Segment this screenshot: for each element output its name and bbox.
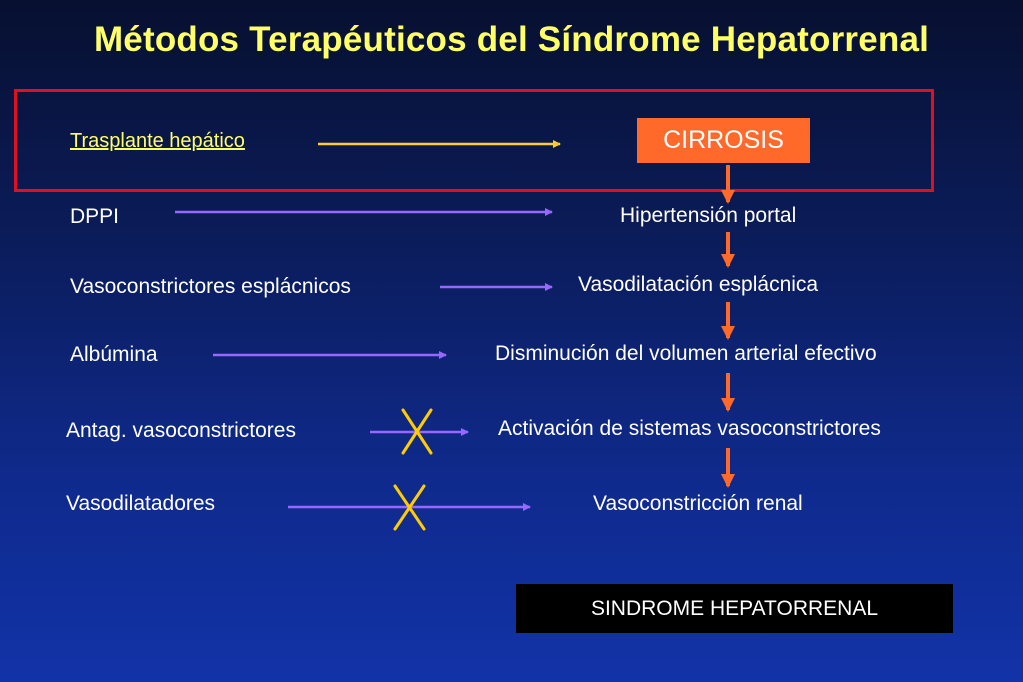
page-title: Métodos Terapéuticos del Síndrome Hepatorrenal: [93, 20, 930, 59]
step-vasodilatacion-esplacnica: Vasodilatación esplácnica: [578, 273, 819, 296]
treatment-vasoconstrictores: Vasoconstrictores esplácnicos: [70, 275, 351, 298]
treatment-antag-vasoconstrictores: Antag. vasoconstrictores: [66, 419, 296, 442]
step-disminucion-volumen: Disminución del volumen arterial efectivo: [495, 342, 877, 365]
cirrosis-box: CIRROSIS: [637, 118, 810, 163]
treatment-vasodilatadores: Vasodilatadores: [66, 492, 216, 515]
treatment-trasplante-link[interactable]: Trasplante hepático: [70, 130, 245, 152]
step-vasoconstriccion-renal: Vasoconstricción renal: [593, 492, 803, 515]
sindrome-hepatorrenal-box: SINDROME HEPATORRENAL: [516, 584, 953, 633]
step-activacion-vasoconstrictores: Activación de sistemas vasoconstrictores: [498, 417, 881, 440]
step-hipertension-portal: Hipertensión portal: [620, 204, 797, 227]
treatment-albumina: Albúmina: [70, 343, 158, 366]
treatment-dppi: DPPI: [70, 205, 120, 228]
